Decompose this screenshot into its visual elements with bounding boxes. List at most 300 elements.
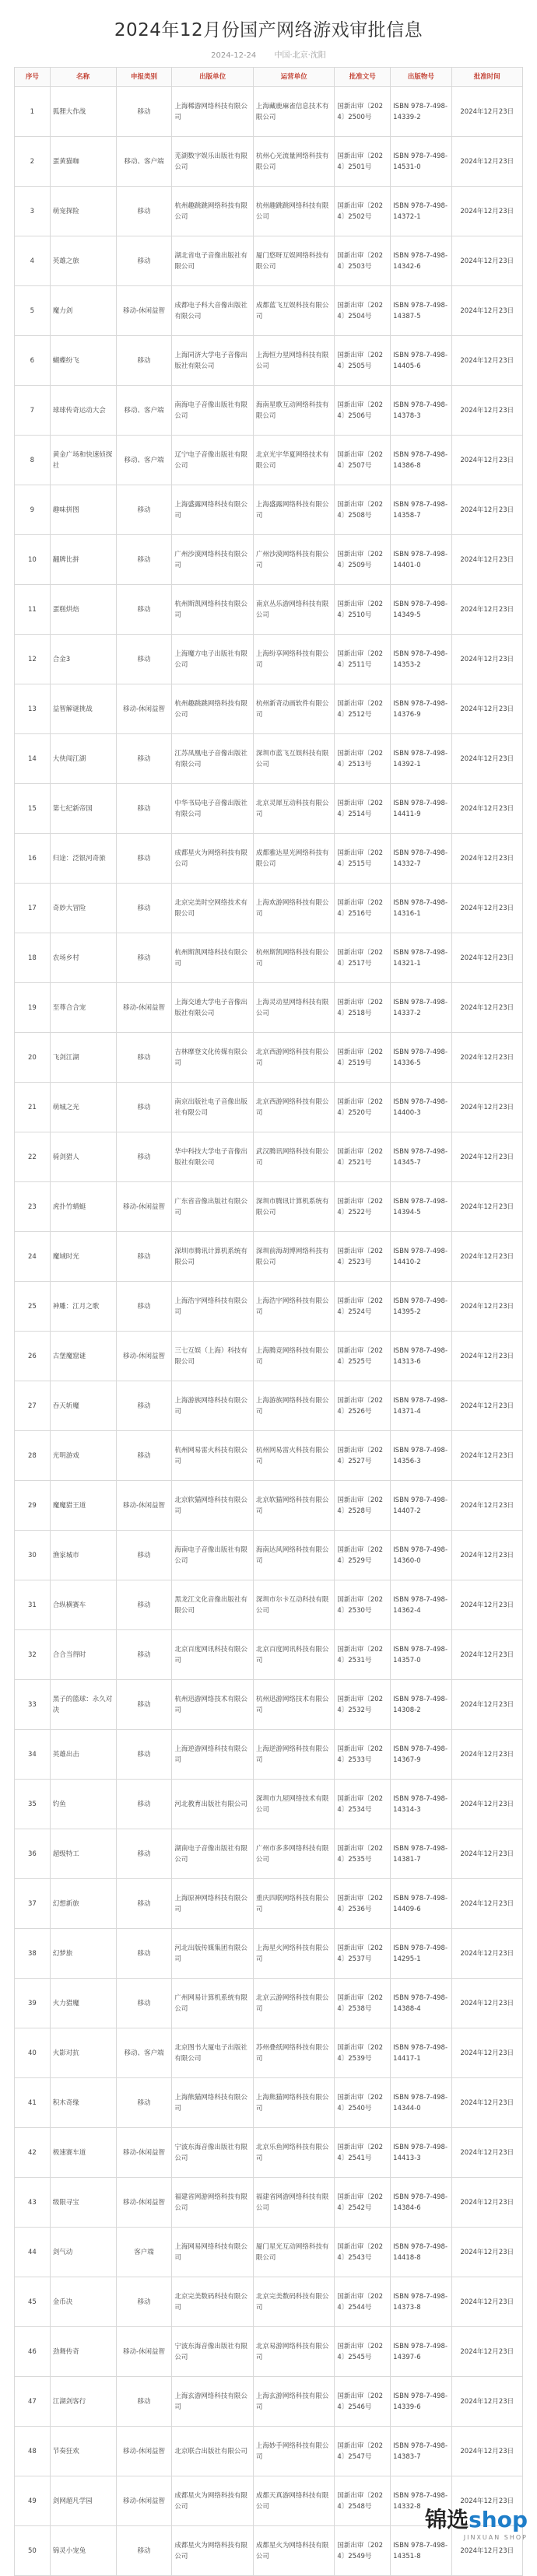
table-cell: 杭州趣跳跳网络科技有限公司 [253, 187, 334, 236]
table-cell: ISBN 978-7-498-14336-5 [391, 1033, 451, 1083]
table-row [15, 1282, 523, 1332]
table-cell: ISBN 978-7-498-14397-6 [391, 2327, 451, 2377]
table-cell: 国新出审〔2024〕2547号 [335, 2427, 391, 2476]
page-title: 2024年12月份国产网络游戏审批信息 [114, 20, 423, 40]
table-cell: 16 [15, 834, 51, 884]
table-cell: 第七纪新帝国 [50, 784, 116, 834]
table-cell: 移动 [116, 1879, 172, 1929]
table-cell: ISBN 978-7-498-14314-3 [391, 1780, 451, 1829]
table-cell: ISBN 978-7-498-14407-2 [391, 1481, 451, 1531]
table-cell: 移动 [116, 87, 172, 137]
table-cell: 国新出审〔2024〕2509号 [335, 535, 391, 585]
column-header: 运营单位 [253, 68, 334, 87]
table-cell: 剑气动 [50, 2228, 116, 2277]
table-cell: 移动-休闲益智 [116, 684, 172, 734]
table-cell: 武汉腾讯网络科技有限公司 [253, 1132, 334, 1182]
table-cell: 21 [15, 1083, 51, 1132]
table-cell: 北京联合出版社有限公司 [172, 2427, 253, 2476]
table-cell: ISBN 978-7-498-14345-7 [391, 1132, 451, 1182]
table-cell: 辽宁电子音像出版社有限公司 [172, 436, 253, 485]
table-cell: 49 [15, 2476, 51, 2526]
table-cell: 国新出审〔2024〕2504号 [335, 286, 391, 336]
table-cell: 合金3 [50, 635, 116, 684]
table-cell: 飞剑江湖 [50, 1033, 116, 1083]
table-cell: 国新出审〔2024〕2518号 [335, 983, 391, 1033]
table-cell: 国新出审〔2024〕2524号 [335, 1282, 391, 1332]
table-cell: 国新出审〔2024〕2511号 [335, 635, 391, 684]
table-cell: 深圳前海胡博网络科技有限公司 [253, 1232, 334, 1282]
table-cell: 成都星火为网络科技有限公司 [172, 2476, 253, 2526]
table-cell: 14 [15, 734, 51, 784]
table-cell: 18 [15, 933, 51, 983]
table-cell: 深圳市九屋网络技术有限公司 [253, 1780, 334, 1829]
table-cell: ISBN 978-7-498-14351-8 [391, 2526, 451, 2576]
table-cell: 2024年12月23日 [451, 2178, 522, 2228]
table-cell: 海南达风网络科技有限公司 [253, 1531, 334, 1580]
table-cell: 国新出审〔2024〕2541号 [335, 2128, 391, 2178]
table-cell: 宁波东海音像出版社有限公司 [172, 2327, 253, 2377]
table-cell: 超级特工 [50, 1829, 116, 1879]
table-cell: 国新出审〔2024〕2512号 [335, 684, 391, 734]
table-cell: 杭州迅游网络技术有限公司 [253, 1680, 334, 1730]
table-cell: 39 [15, 1979, 51, 2028]
table-cell: 2 [15, 137, 51, 187]
table-cell: 2024年12月23日 [451, 1879, 522, 1929]
table-cell: 上海游族网络科技有限公司 [253, 1381, 334, 1431]
table-cell: 国新出审〔2024〕2535号 [335, 1829, 391, 1879]
table-cell: 移动 [116, 336, 172, 386]
table-cell: ISBN 978-7-498-14367-9 [391, 1730, 451, 1780]
table-cell: 国新出审〔2024〕2545号 [335, 2327, 391, 2377]
table-cell: 2024年12月23日 [451, 137, 522, 187]
table-cell: 国新出审〔2024〕2530号 [335, 1580, 391, 1630]
table-cell: ISBN 978-7-498-14373-8 [391, 2277, 451, 2327]
table-cell: 移动-休闲益智 [116, 983, 172, 1033]
table-row [15, 236, 523, 286]
table-cell: 北京云游网络科技有限公司 [253, 1979, 334, 2028]
table-cell: ISBN 978-7-498-14376-9 [391, 684, 451, 734]
table-body [15, 87, 523, 2576]
table-row [15, 187, 523, 236]
table-cell: ISBN 978-7-498-14388-4 [391, 1979, 451, 2028]
table-cell: 成都星火为网络科技有限公司 [253, 2526, 334, 2576]
table-cell: 国新出审〔2024〕2502号 [335, 187, 391, 236]
table-cell: 火影对抗 [50, 2028, 116, 2078]
table-cell: 重庆四联网络科技有限公司 [253, 1879, 334, 1929]
table-cell: 国新出审〔2024〕2533号 [335, 1730, 391, 1780]
table-cell: 湖北省电子音像出版社有限公司 [172, 236, 253, 286]
table-cell: 上海浩宇网络科技有限公司 [172, 1282, 253, 1332]
table-cell: 幻梦旅 [50, 1929, 116, 1979]
table-cell: ISBN 978-7-498-14357-0 [391, 1630, 451, 1680]
game-approval-table [14, 67, 523, 2576]
table-cell: 国新出审〔2024〕2510号 [335, 585, 391, 635]
table-cell: 29 [15, 1481, 51, 1531]
table-cell: 20 [15, 1033, 51, 1083]
table-cell: 2024年12月23日 [451, 2128, 522, 2178]
table-cell: ISBN 978-7-498-14353-2 [391, 635, 451, 684]
table-cell: ISBN 978-7-498-14332-8 [391, 2476, 451, 2526]
table-cell: 国新出审〔2024〕2521号 [335, 1132, 391, 1182]
table-cell: 2024年12月23日 [451, 2028, 522, 2078]
table-cell: 国新出审〔2024〕2543号 [335, 2228, 391, 2277]
table-cell: 上海逆游网络科技有限公司 [172, 1730, 253, 1780]
table-cell: 河北教育出版社有限公司 [172, 1780, 253, 1829]
table-cell: 移动-休闲益智 [116, 1332, 172, 1381]
table-cell: 杭州趣跳跳网络科技有限公司 [172, 187, 253, 236]
table-cell: 极速赛车道 [50, 2128, 116, 2178]
table-row [15, 1879, 523, 1929]
table-cell: 河北出版传媒集团有限公司 [172, 1929, 253, 1979]
table-cell: 6 [15, 336, 51, 386]
table-cell: ISBN 978-7-498-14418-8 [391, 2228, 451, 2277]
table-cell: 北京西游网络科技有限公司 [253, 1033, 334, 1083]
table-row [15, 1979, 523, 2028]
table-cell: 萌宠探险 [50, 187, 116, 236]
table-cell: 2024年12月23日 [451, 1083, 522, 1132]
table-cell: 至尊合合宠 [50, 983, 116, 1033]
table-row [15, 1580, 523, 1630]
column-header: 批准时间 [451, 68, 522, 87]
table-row [15, 1630, 523, 1680]
table-cell: 2024年12月23日 [451, 336, 522, 386]
table-cell: 2024年12月23日 [451, 1232, 522, 1282]
table-row [15, 1730, 523, 1780]
table-cell: ISBN 978-7-498-14358-7 [391, 485, 451, 535]
table-cell: 移动 [116, 535, 172, 585]
table-cell: 广州网易计算机系统有限公司 [172, 1979, 253, 2028]
table-cell: 移动 [116, 1282, 172, 1332]
table-cell: 2024年12月23日 [451, 1033, 522, 1083]
table-cell: 国新出审〔2024〕2508号 [335, 485, 391, 535]
table-cell: 34 [15, 1730, 51, 1780]
table-cell: 萌城之光 [50, 1083, 116, 1132]
table-cell: 移动 [116, 485, 172, 535]
table-cell: 黄金广场和快速侦探社 [50, 436, 116, 485]
table-cell: 2024年12月23日 [451, 386, 522, 436]
table-cell: 移动 [116, 2377, 172, 2427]
table-cell: 节奏狂欢 [50, 2427, 116, 2476]
table-cell: 43 [15, 2178, 51, 2228]
table-cell: 狐狸大作战 [50, 87, 116, 137]
table-cell: 杭州新奇动画软件有限公司 [253, 684, 334, 734]
table-cell: 杭州斯凯网络科技有限公司 [172, 933, 253, 983]
table-cell: 44 [15, 2228, 51, 2277]
footer-logo [425, 2503, 528, 2541]
table-cell: 2024年12月23日 [451, 1481, 522, 1531]
table-cell: 移动-休闲益智 [116, 2178, 172, 2228]
table-cell: 南海电子音像出版社有限公司 [172, 386, 253, 436]
table-cell: 广州沙漠网络科技有限公司 [253, 535, 334, 585]
table-cell: 上海欢游网络科技有限公司 [253, 884, 334, 933]
table-cell: 48 [15, 2427, 51, 2476]
table-cell: 移动-休闲益智 [116, 2427, 172, 2476]
table-cell: 上海玄游网络科技有限公司 [253, 2377, 334, 2427]
table-cell: 古堡魔窟谜 [50, 1332, 116, 1381]
table-cell: 45 [15, 2277, 51, 2327]
table-cell: ISBN 978-7-498-14405-6 [391, 336, 451, 386]
table-row [15, 137, 523, 187]
table-cell: 2024年12月23日 [451, 635, 522, 684]
table-cell: 移动 [116, 236, 172, 286]
table-cell: ISBN 978-7-498-14387-5 [391, 286, 451, 336]
table-cell: 2024年12月23日 [451, 933, 522, 983]
table-cell: 上海纷享网络科技有限公司 [253, 635, 334, 684]
table-cell: 上海灵动星网络科技有限公司 [253, 983, 334, 1033]
table-cell: 蛋黄猫咖 [50, 137, 116, 187]
table-cell: 北京软猫网络科技有限公司 [172, 1481, 253, 1531]
table-row [15, 1132, 523, 1182]
table-row [15, 535, 523, 585]
table-cell: 13 [15, 684, 51, 734]
table-cell: 厦门悠呀互娱网络科技有限公司 [253, 236, 334, 286]
table-cell: 蝴蝶纷飞 [50, 336, 116, 386]
table-cell: 北京易游网络科技有限公司 [253, 2327, 334, 2377]
table-cell: 杭州网易雷火科技有限公司 [172, 1431, 253, 1481]
table-cell: 上海熊猫网络科技有限公司 [253, 2078, 334, 2128]
table-cell: 国新出审〔2024〕2548号 [335, 2476, 391, 2526]
table-cell: 移动 [116, 585, 172, 635]
table-cell: 北京完美时空网络技术有限公司 [172, 884, 253, 933]
table-cell: 移动 [116, 1033, 172, 1083]
table-cell: 上海玄游网络科技有限公司 [172, 2377, 253, 2427]
table-row [15, 286, 523, 336]
table-cell: 2024年12月23日 [451, 286, 522, 336]
table-cell: 2024年12月23日 [451, 2526, 522, 2576]
table-cell: 北京软猫网络科技有限公司 [253, 1481, 334, 1531]
table-row [15, 1780, 523, 1829]
table-cell: 移动 [116, 1630, 172, 1680]
table-cell: 北京光宇华夏网络技术有限公司 [253, 436, 334, 485]
table-cell: ISBN 978-7-498-14349-5 [391, 585, 451, 635]
table-row [15, 884, 523, 933]
table-cell: 趣味拼图 [50, 485, 116, 535]
table-row [15, 2178, 523, 2228]
table-cell: 2024年12月23日 [451, 734, 522, 784]
table-cell: ISBN 978-7-498-14381-7 [391, 1829, 451, 1879]
table-cell: ISBN 978-7-498-14344-0 [391, 2078, 451, 2128]
table-cell: 积木奇缘 [50, 2078, 116, 2128]
table-cell: 上海藏鹿麻雀信息技术有限公司 [253, 87, 334, 137]
table-cell: ISBN 978-7-498-14342-6 [391, 236, 451, 286]
table-cell: 黑龙江文化音像出版社有限公司 [172, 1580, 253, 1630]
table-cell: ISBN 978-7-498-14362-4 [391, 1580, 451, 1630]
table-row [15, 1232, 523, 1282]
table-cell: ISBN 978-7-498-14401-0 [391, 535, 451, 585]
table-cell: ISBN 978-7-498-14321-1 [391, 933, 451, 983]
table-cell: 成都星火为网络科技有限公司 [172, 2526, 253, 2576]
table-cell: ISBN 978-7-498-14531-0 [391, 137, 451, 187]
table-cell: 50 [15, 2526, 51, 2576]
table-row [15, 635, 523, 684]
table-cell: 2024年12月23日 [451, 1431, 522, 1481]
table-cell: 移动-休闲益智 [116, 1182, 172, 1232]
table-cell: 魔域时光 [50, 1232, 116, 1282]
table-cell: 上海交通大学电子音像出版社有限公司 [172, 983, 253, 1033]
table-cell: 2024年12月23日 [451, 1282, 522, 1332]
table-cell: 国新出审〔2024〕2537号 [335, 1929, 391, 1979]
table-cell: 移动、客户端 [116, 137, 172, 187]
table-cell: 上海熊猫网络科技有限公司 [172, 2078, 253, 2128]
table-cell: 湖南电子音像出版社有限公司 [172, 1829, 253, 1879]
table-cell: ISBN 978-7-498-14308-2 [391, 1680, 451, 1730]
table-row [15, 784, 523, 834]
table-cell: 国新出审〔2024〕2507号 [335, 436, 391, 485]
table-cell: 球球传奇运动大会 [50, 386, 116, 436]
table-cell: 上海逆游网络科技有限公司 [253, 1730, 334, 1780]
table-cell: 华中科技大学电子音像出版社有限公司 [172, 1132, 253, 1182]
table-cell: 2024年12月23日 [451, 1979, 522, 2028]
logo-main: 锦选 [425, 2507, 469, 2532]
table-cell: 国新出审〔2024〕2520号 [335, 1083, 391, 1132]
table-cell: 移动 [116, 635, 172, 684]
table-cell: 2024年12月23日 [451, 2277, 522, 2327]
table-cell: 国新出审〔2024〕2538号 [335, 1979, 391, 2028]
table-cell: ISBN 978-7-498-14383-7 [391, 2427, 451, 2476]
table-cell: 光明游戏 [50, 1431, 116, 1481]
table-row [15, 1332, 523, 1381]
table-cell: ISBN 978-7-498-14410-2 [391, 1232, 451, 1282]
table-cell: 2024年12月23日 [451, 2377, 522, 2427]
table-cell: 移动 [116, 884, 172, 933]
table-cell: 广州沙漠网络科技有限公司 [172, 535, 253, 585]
table-cell: 2024年12月23日 [451, 2476, 522, 2526]
table-cell: 国新出审〔2024〕2528号 [335, 1481, 391, 1531]
table-cell: 32 [15, 1630, 51, 1680]
table-cell: 国新出审〔2024〕2526号 [335, 1381, 391, 1431]
table-row [15, 1431, 523, 1481]
table-cell: 骑剑猎人 [50, 1132, 116, 1182]
table-cell: 2024年12月23日 [451, 684, 522, 734]
table-cell: 移动 [116, 1431, 172, 1481]
table-cell: 国新出审〔2024〕2527号 [335, 1431, 391, 1481]
table-row [15, 834, 523, 884]
table-cell: 神雕：江月之歌 [50, 1282, 116, 1332]
table-cell: ISBN 978-7-498-14337-2 [391, 983, 451, 1033]
table-cell: 北京图书大厦电子出版社有限公司 [172, 2028, 253, 2078]
table-cell: 移动 [116, 933, 172, 983]
table-cell: 国新出审〔2024〕2516号 [335, 884, 391, 933]
logo-subtitle: JINXUAN SHOP [463, 2534, 528, 2541]
table-cell: 杭州心光流量网络科技有限公司 [253, 137, 334, 187]
table-header-row [15, 68, 523, 87]
table-cell: 2024年12月23日 [451, 2078, 522, 2128]
table-row [15, 2277, 523, 2327]
table-cell: 南京出版社电子音像出版社有限公司 [172, 1083, 253, 1132]
table-cell: 2024年12月23日 [451, 436, 522, 485]
table-cell: 2024年12月23日 [451, 87, 522, 137]
table-cell: 国新出审〔2024〕2500号 [335, 87, 391, 137]
table-cell: 国新出审〔2024〕2531号 [335, 1630, 391, 1680]
column-header: 批准文号 [335, 68, 391, 87]
table-cell: 2024年12月23日 [451, 1829, 522, 1879]
table-cell: 国新出审〔2024〕2503号 [335, 236, 391, 286]
table-cell: 41 [15, 2078, 51, 2128]
table-cell: 移动 [116, 1232, 172, 1282]
table-cell: 2024年12月23日 [451, 1381, 522, 1431]
table-cell: 上海同济大学电子音像出版社有限公司 [172, 336, 253, 386]
table-cell: 农场乡村 [50, 933, 116, 983]
table-cell: ISBN 978-7-498-14417-1 [391, 2028, 451, 2078]
table-cell: 26 [15, 1332, 51, 1381]
table-cell: 奇妙大冒险 [50, 884, 116, 933]
table-cell: 级限寻宝 [50, 2178, 116, 2228]
table-row [15, 1381, 523, 1431]
table-cell: 锦灵小宠兔 [50, 2526, 116, 2576]
table-cell: ISBN 978-7-498-14392-1 [391, 734, 451, 784]
table-cell: 35 [15, 1780, 51, 1829]
table-cell: 上海稀游网络科技有限公司 [172, 87, 253, 137]
table-cell: 北京完美数码科技有限公司 [253, 2277, 334, 2327]
table-cell: 47 [15, 2377, 51, 2427]
table-row [15, 1680, 523, 1730]
table-cell: ISBN 978-7-498-14395-2 [391, 1282, 451, 1332]
table-cell: 4 [15, 236, 51, 286]
table-cell: 37 [15, 1879, 51, 1929]
table-row [15, 684, 523, 734]
table-cell: 移动 [116, 1083, 172, 1132]
table-cell: 吞天斩魔 [50, 1381, 116, 1431]
table-cell: 2024年12月23日 [451, 1132, 522, 1182]
table-cell: 移动、客户端 [116, 386, 172, 436]
table-cell: 北京百度网讯科技有限公司 [253, 1630, 334, 1680]
table-cell: 上海恒力星网络科技有限公司 [253, 336, 334, 386]
column-header: 申报类别 [116, 68, 172, 87]
table-cell: 成都蓝飞互娱科技有限公司 [253, 286, 334, 336]
table-cell: 2024年12月23日 [451, 1182, 522, 1232]
table-cell: ISBN 978-7-498-14371-4 [391, 1381, 451, 1431]
table-cell: 31 [15, 1580, 51, 1630]
table-cell: 30 [15, 1531, 51, 1580]
table-cell: 28 [15, 1431, 51, 1481]
table-cell: 10 [15, 535, 51, 585]
table-cell: 2024年12月23日 [451, 1332, 522, 1381]
table-cell: 40 [15, 2028, 51, 2078]
table-cell: 移动 [116, 1730, 172, 1780]
table-cell: 成都电子科大音像出版社有限公司 [172, 286, 253, 336]
table-cell: 北京完美数码科技有限公司 [172, 2277, 253, 2327]
column-header: 出版单位 [172, 68, 253, 87]
table-row [15, 485, 523, 535]
table-cell: 中华书局电子音像出版社有限公司 [172, 784, 253, 834]
table-cell: 2024年12月23日 [451, 784, 522, 834]
table-cell: 移动 [116, 187, 172, 236]
table-cell: 剑网超凡学园 [50, 2476, 116, 2526]
table-cell: 移动-休闲益智 [116, 286, 172, 336]
table-row [15, 983, 523, 1033]
table-cell: 苏州叠纸网络科技有限公司 [253, 2028, 334, 2078]
table-cell: 移动、客户端 [116, 2028, 172, 2078]
table-cell: 宁波东海音像出版社有限公司 [172, 2128, 253, 2178]
table-row [15, 2228, 523, 2277]
table-cell: 2024年12月23日 [451, 1531, 522, 1580]
table-row [15, 585, 523, 635]
table-cell: 魔魔猎王道 [50, 1481, 116, 1531]
table-cell: 2024年12月23日 [451, 1680, 522, 1730]
table-row [15, 2128, 523, 2178]
table-cell: 1 [15, 87, 51, 137]
table-cell: 厦门星光互动网络科技有限公司 [253, 2228, 334, 2277]
table-cell: 国新出审〔2024〕2505号 [335, 336, 391, 386]
table-cell: 英雄出击 [50, 1730, 116, 1780]
table-cell: 国新出审〔2024〕2522号 [335, 1182, 391, 1232]
table-cell: ISBN 978-7-498-14332-7 [391, 834, 451, 884]
table-cell: 广东省音像出版社有限公司 [172, 1182, 253, 1232]
table-cell: 劲舞传奇 [50, 2327, 116, 2377]
logo-shop: shop [469, 2507, 528, 2532]
table-cell: 移动-休闲益智 [116, 2128, 172, 2178]
table-row [15, 933, 523, 983]
